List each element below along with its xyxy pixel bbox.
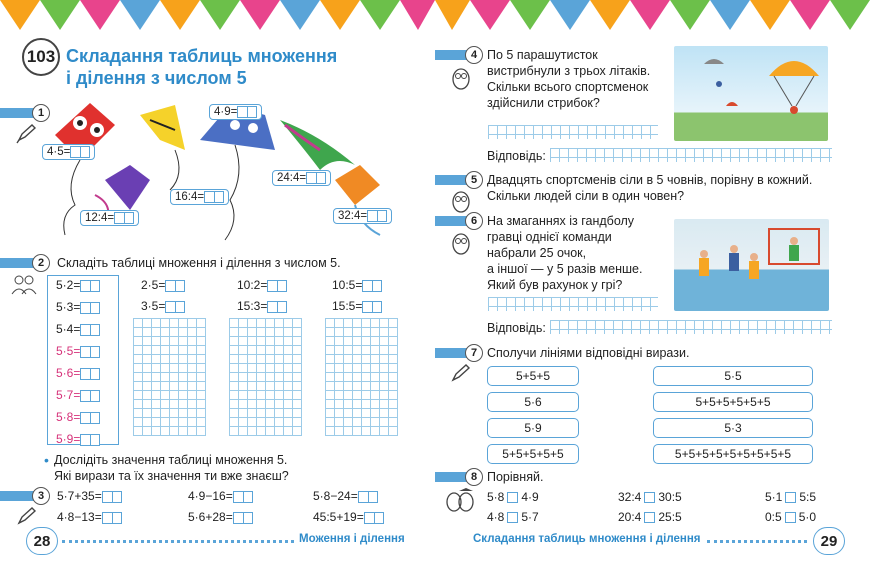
- owl-icon: [451, 66, 471, 90]
- task3-expr: 4·9−16=: [188, 489, 253, 503]
- compare-box[interactable]: [785, 512, 796, 523]
- task-1-number: 1: [32, 104, 50, 122]
- col2-row2: 3·5=: [141, 299, 185, 313]
- handball-image: [674, 219, 829, 311]
- task3-expr: 45:5+19=: [313, 510, 384, 524]
- footer-dots: [707, 540, 807, 543]
- task-7-marker: [435, 345, 483, 361]
- compare-pair: 5·1 5:5: [765, 490, 817, 504]
- right-expr-4[interactable]: 5+5+5+5+5+5+5+5+5: [653, 444, 813, 464]
- task-4-marker: [435, 47, 483, 63]
- answer-grid-task4[interactable]: [488, 125, 658, 139]
- left-expr-4[interactable]: 5+5+5+5+5: [487, 444, 579, 464]
- table-row: 5·9=: [56, 432, 81, 446]
- bullet-text-2: Які вирази та їх значення ти вже знаєш?: [54, 469, 289, 483]
- right-page: [435, 0, 870, 566]
- task-2-number: 2: [32, 254, 50, 272]
- compare-pair: 0:5 5·0: [765, 510, 817, 524]
- owls-pair-icon: [445, 487, 475, 513]
- compare-box[interactable]: [644, 512, 655, 523]
- multiplication-table-5: [47, 275, 119, 445]
- task3-expr: 4·8−13=: [57, 510, 122, 524]
- kite-label-2: 4·9=: [209, 104, 262, 120]
- lesson-title-line1: Складання таблиць множення: [66, 46, 338, 66]
- footer-title-left: Моження і ділення: [299, 533, 405, 545]
- right-expr-1[interactable]: 5·5: [653, 366, 813, 386]
- task-8-number: 8: [465, 468, 483, 486]
- parachutists-image: [674, 46, 828, 141]
- kite-label-1: 4·5=: [42, 144, 95, 160]
- compare-box[interactable]: [644, 492, 655, 503]
- task-8-text: Порівняй.: [487, 470, 544, 484]
- footer-title-right: Складання таблиць множення і ділення: [473, 533, 701, 545]
- table-row: 5·2=: [56, 278, 81, 292]
- footer-dots: [62, 540, 294, 543]
- task-2-text: Складіть таблиці множення і ділення з числом 5.: [57, 256, 341, 270]
- task3-expr: 5·6+28=: [188, 510, 253, 524]
- task3-expr: 5·7+35=: [57, 489, 122, 503]
- table-row: 5·6=: [56, 366, 81, 380]
- pair-work-icon: [10, 274, 38, 296]
- compare-box[interactable]: [785, 492, 796, 503]
- lesson-number: 103: [22, 38, 60, 76]
- answer-label-task4: Відповідь:: [487, 149, 546, 163]
- compare-box[interactable]: [507, 512, 518, 523]
- left-expr-1[interactable]: 5+5+5: [487, 366, 579, 386]
- table-row: 5·4=: [56, 322, 81, 336]
- task-4-text: По 5 парашутисток вистрибнули з трьох літаків. Скільки всього спортсменок здійснили стрибок?: [487, 48, 651, 110]
- lesson-title: [66, 45, 337, 89]
- right-expr-3[interactable]: 5·3: [653, 418, 813, 438]
- compare-pair: 32:4 30:5: [618, 490, 682, 504]
- bullet-icon: •: [44, 452, 49, 468]
- task-7-text: Сполучи лініями відповідні вирази.: [487, 346, 690, 360]
- task-6-number: 6: [465, 212, 483, 230]
- page-number-right: 29: [813, 527, 845, 555]
- compare-box[interactable]: [507, 492, 518, 503]
- pencil-icon: [16, 505, 38, 527]
- task3-expr: 5·8−24=: [313, 489, 378, 503]
- pencil-icon: [450, 362, 472, 384]
- task-6-text: На змаганнях із гандболу гравці однієї команди набрали 25 очок, а іншої — у 5 разів менше. Який був рахунок у грі?: [487, 214, 643, 292]
- kite-label-6: 32:4=: [333, 208, 392, 224]
- task-6-marker: [435, 213, 483, 229]
- bunting-decoration: [0, 0, 435, 34]
- page-number-left: 28: [26, 527, 58, 555]
- left-expr-2[interactable]: 5·6: [487, 392, 579, 412]
- answer-grid-task6[interactable]: [488, 297, 658, 311]
- col2-row1: 2·5=: [141, 278, 185, 292]
- kite-label-3: 16:4=: [170, 189, 229, 205]
- table-row: 5·5=: [56, 344, 81, 358]
- task-4-number: 4: [465, 46, 483, 64]
- compare-pair: 4·8 5·7: [487, 510, 539, 524]
- owl-icon: [451, 189, 471, 213]
- col3-row1: 10:2=: [237, 278, 287, 292]
- task-7-number: 7: [465, 344, 483, 362]
- owl-icon: [451, 231, 471, 255]
- table-row: 5·8=: [56, 410, 81, 424]
- bunting-decoration: [435, 0, 870, 34]
- answer-grid-col4[interactable]: [325, 318, 398, 436]
- task-5-marker: [435, 172, 483, 188]
- answer-grid-col2[interactable]: [133, 318, 206, 436]
- lesson-title-line2: і ділення з числом 5: [66, 68, 247, 88]
- task-3-marker: [0, 488, 50, 504]
- col3-row2: 15:3=: [237, 299, 287, 313]
- task-5-number: 5: [465, 171, 483, 189]
- answer-line-task6[interactable]: [550, 320, 832, 334]
- col4-row2: 15:5=: [332, 299, 382, 313]
- compare-pair: 20:4 25:5: [618, 510, 682, 524]
- answer-line-task4[interactable]: [550, 148, 832, 162]
- bullet-text-1: Дослідіть значення таблиці множення 5.: [54, 453, 288, 467]
- right-expr-2[interactable]: 5+5+5+5+5+5: [653, 392, 813, 412]
- table-row: 5·3=: [56, 300, 81, 314]
- task-5-text: Двадцять спортсменів сіли в 5 човнів, порівну в кожний. Скільки людей сіли в один човен?: [487, 173, 813, 203]
- table-row: 5·7=: [56, 388, 81, 402]
- kite-label-5: 12:4=: [80, 210, 139, 226]
- compare-pair: 5·8 4·9: [487, 490, 539, 504]
- task-3-number: 3: [32, 487, 50, 505]
- task-2-marker: [0, 255, 50, 271]
- kite-label-4: 24:4=: [272, 170, 331, 186]
- answer-grid-col3[interactable]: [229, 318, 302, 436]
- answer-label-task6: Відповідь:: [487, 321, 546, 335]
- col4-row1: 10:5=: [332, 278, 382, 292]
- task-8-marker: [435, 469, 483, 485]
- left-expr-3[interactable]: 5·9: [487, 418, 579, 438]
